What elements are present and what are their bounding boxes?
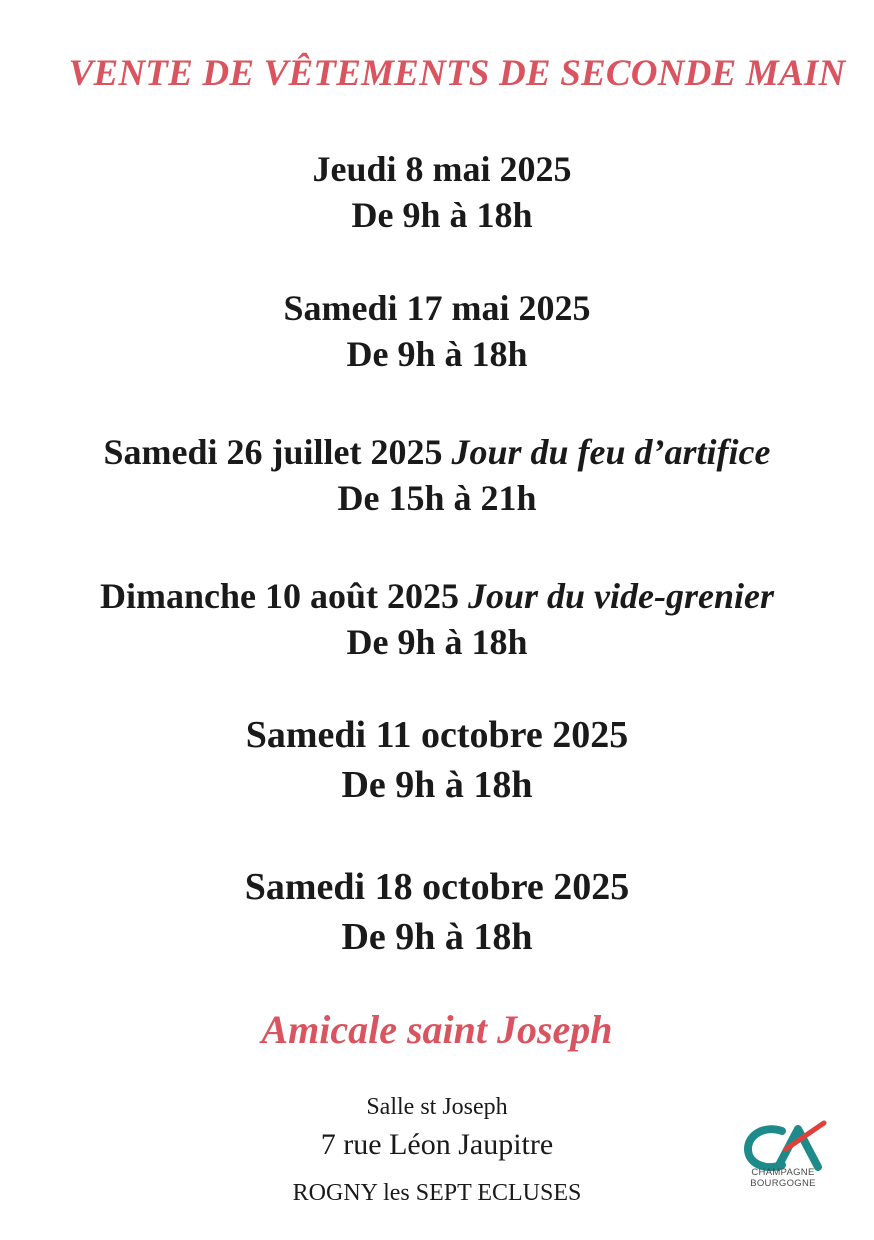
event-4 [0, 573, 874, 665]
address-venue: Salle st Joseph [366, 1094, 508, 1120]
event-time: De 9h à 18h [346, 622, 528, 662]
event-date: Samedi 11 octobre 2025 [245, 714, 629, 756]
address-street: 7 rue Léon Jaupitre [320, 1128, 554, 1161]
event-note: Jour du feu d’artifice [451, 432, 771, 472]
event-note: Jour du vide-grenier [468, 576, 774, 616]
event-date: Samedi 17 mai 2025 [283, 288, 591, 328]
logo-caption-line1: CHAMPAGNE [751, 1167, 815, 1178]
address-town: ROGNY les SEPT ECLUSES [292, 1180, 582, 1206]
logo-caption-line2: BOURGOGNE [750, 1178, 816, 1189]
flyer-title: VENTE DE VÊTEMENTS DE SECONDE MAIN [68, 53, 846, 94]
event-time: De 9h à 18h [341, 916, 533, 958]
event-2 [0, 285, 874, 377]
event-3 [0, 429, 874, 521]
event-date: Samedi 18 octobre 2025 [244, 866, 630, 908]
event-date: Dimanche 10 août 2025 Jour du vide-grenier [100, 576, 774, 616]
organizer-name: Amicale saint Joseph [261, 1007, 613, 1052]
event-time: De 15h à 21h [337, 478, 537, 518]
event-5 [0, 710, 874, 810]
event-date: Jeudi 8 mai 2025 [312, 149, 572, 189]
event-6 [0, 862, 874, 962]
event-time: De 9h à 18h [341, 764, 533, 806]
event-time: De 9h à 18h [351, 195, 533, 235]
event-1 [0, 146, 874, 238]
event-time: De 9h à 18h [346, 334, 528, 374]
event-date: Samedi 26 juillet 2025 Jour du feu d’artifice [103, 432, 771, 472]
